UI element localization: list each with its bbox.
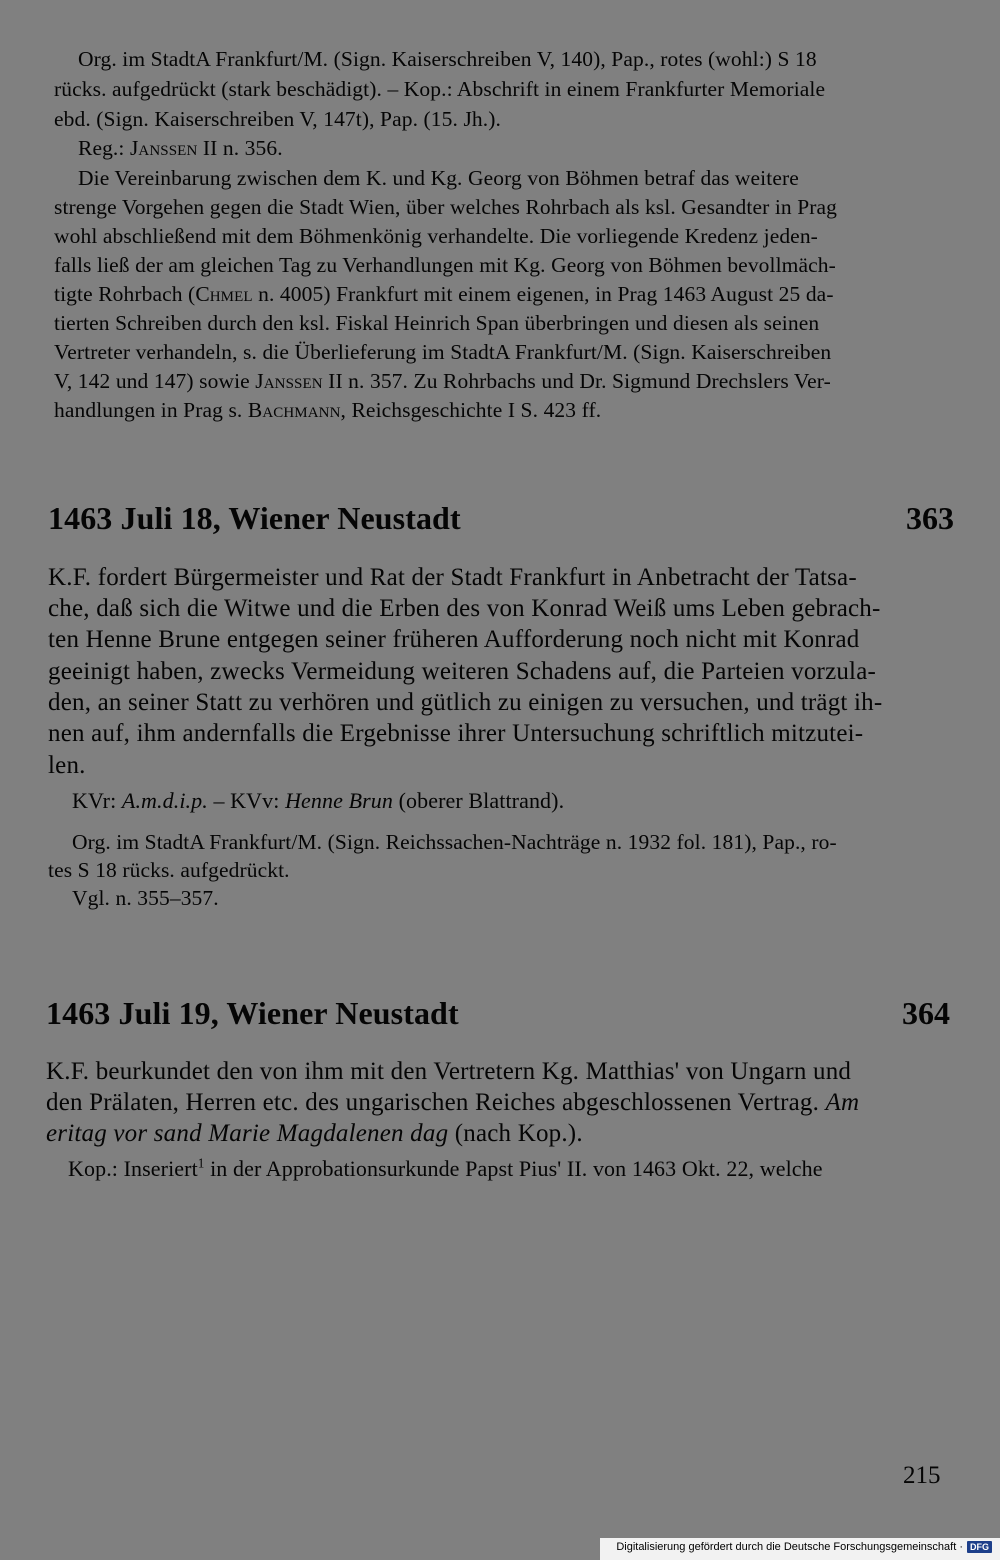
entry-363-body-1: K.F. fordert Bürgermeister und Rat der Stadt Frankfurt in Anbetracht der Tatsa- [48,564,857,591]
entry-363-body-3: ten Henne Brune entgegen seiner früheren Aufforderung noch nicht mit Konrad [48,626,860,653]
kvr-value: A.m.d.i.p. [121,788,208,813]
commentary-line-2: strenge Vorgehen gegen die Stadt Wien, über welches Rohrbach als ksl. Gesandter in Prag [54,195,838,219]
footnote-marker: 1 [197,1155,205,1171]
rohrbach-author: Chmel [195,282,253,306]
rohrbach-text-2: n. 4005) Frankfurt mit einem eigenen, in Prag 1463 August 25 da- [252,282,834,306]
entry-363-org-2: tes S 18 rücks. aufgedrückt. [48,858,290,882]
reg-author: Janssen [129,136,198,160]
entry-364-body-2-italic: Am [825,1089,860,1116]
commentary-line-6: tierten Schreiben durch den ksl. Fiskal Heinrich Span überbringen und diesen als seinen [54,311,820,335]
entry-363-org-3: Vgl. n. 355–357. [72,886,219,910]
hand-text-1: handlungen in Prag s. [54,398,248,422]
kvv-label: – KVv: [207,788,286,813]
entry-363-body-7: len. [48,752,86,779]
entry-363-body-2: che, daß sich die Witwe und die Erben des von Konrad Weiß ums Leben gebrach- [48,595,881,622]
entry-363-body-4: geeinigt haben, zwecks Vermeidung weiteren Schadens auf, die Parteien vorzula- [48,658,877,685]
entry-364-body-3 [46,1120,583,1148]
entry-363-body-6: nen auf, ihm andernfalls die Ergebnisse ihrer Untersuchung schriftlich mitzutei- [48,720,864,747]
commentary-line-5 [54,282,834,307]
entry-364-body-3-plain: (nach Kop.). [448,1120,583,1147]
hand-text-2: , Reichsgeschichte I S. 423 ff. [340,398,602,422]
commentary-line-7: Vertreter verhandeln, s. die Überlieferung im StadtA Frankfurt/M. (Sign. Kaiserschreiben [54,340,832,364]
entry-364-number: 364 [902,995,950,1031]
kvv-note: (oberer Blattrand). [392,788,565,813]
entry-364-body-2 [46,1089,859,1117]
reg-rest: II n. 356. [197,136,283,160]
entry-364-heading: 1463 Juli 19, Wiener Neustadt [46,995,459,1031]
commentary-line-3: wohl abschließend mit dem Böhmenkönig verhandelte. Die vorliegende Kredenz jeden- [54,224,818,248]
page-number: 215 [903,1462,941,1489]
kvr-label: KVr: [72,788,122,813]
entry-364-body-3-italic: eritag vor sand Marie Magdalenen dag [46,1120,449,1147]
entry-363-org-1: Org. im StadtA Frankfurt/M. (Sign. Reichssachen-Nachträge n. 1932 fol. 181), Pap., ro- [72,830,837,854]
entry-364-kop [68,1156,823,1182]
v142-author: Janssen [255,369,323,393]
org-line-1: Org. im StadtA Frankfurt/M. (Sign. Kaiserschreiben V, 140), Pap., rotes (wohl:) S 18 [78,47,817,71]
kvv-value: Henne Brun [285,788,393,813]
v142-text-1: V, 142 und 147) sowie [54,369,256,393]
kop-text-1: Kop.: Inseriert [68,1156,198,1181]
reg-line [78,136,283,161]
rohrbach-text-1: tigte Rohrbach ( [54,282,196,306]
entry-363-body-5: den, an seiner Statt zu verhören und gütlich zu einigen zu versuchen, und trägt ih- [48,689,883,716]
commentary-line-9 [54,398,601,423]
commentary-line-1: Die Vereinbarung zwischen dem K. und Kg. Georg von Böhmen betraf das weitere [78,166,799,190]
entry-364-body-1: K.F. beurkundet den von ihm mit den Vertretern Kg. Matthias' von Ungarn und [46,1058,852,1085]
entry-363-heading: 1463 Juli 18, Wiener Neustadt [48,500,461,536]
funding-text: Digitalisierung gefördert durch die Deutsche Forschungsgemeinschaft · [616,1541,963,1553]
org-line-2: rücks. aufgedrückt (stark beschädigt). – Kop.: Abschrift in einem Frankfurter Memoriale [54,77,826,101]
org-line-3: ebd. (Sign. Kaiserschreiben V, 147t), Pap. (15. Jh.). [54,107,501,131]
dfg-logo-icon: DFG [967,1541,992,1553]
entry-363-endorsement [72,788,564,814]
entry-364-body-2-plain: den Prälaten, Herren etc. des ungarischen Reiches abgeschlossenen Vertrag. [46,1089,826,1116]
hand-author: Bachmann [247,398,341,422]
funding-footer [616,1537,992,1557]
entry-363-number: 363 [906,500,954,536]
v142-text-2: II n. 357. Zu Rohrbachs und Dr. Sigmund Drechslers Ver- [322,369,831,393]
commentary-line-8 [54,369,831,394]
kop-text-2: in der Approbationsurkunde Papst Pius' II. von 1463 Okt. 22, welche [204,1156,823,1181]
reg-prefix: Reg.: [78,136,130,160]
commentary-line-4: falls ließ der am gleichen Tag zu Verhandlungen mit Kg. Georg von Böhmen bevollmäch- [54,253,836,277]
